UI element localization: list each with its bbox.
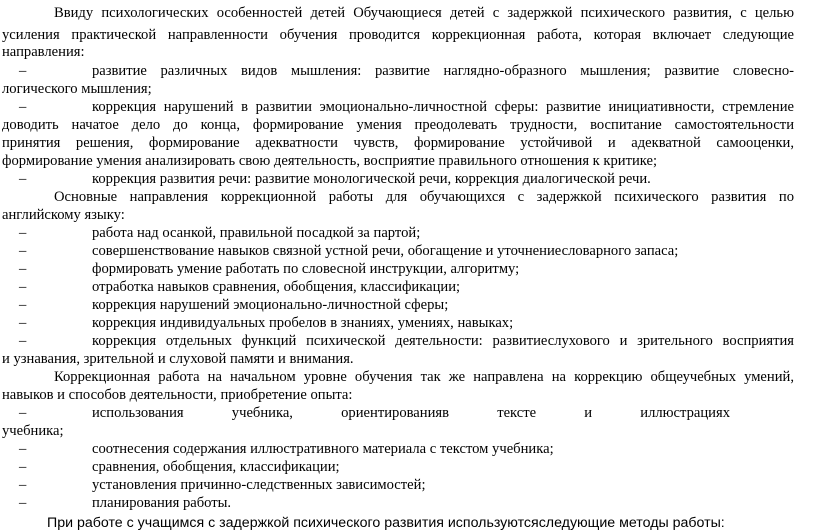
- list-dash: –: [19, 315, 27, 331]
- list-item-line: планирования работы.: [92, 495, 232, 511]
- paragraph-intro-line-2: усиления практической направленности обучения проводится коррекционная работа, которая включает следующие: [2, 27, 794, 43]
- list-item-line: коррекция развития речи: развитие монологической речи, коррекция диалогической речи.: [92, 171, 651, 187]
- list-item-line: формирование умения анализировать свою деятельность, восприятие правильного отношения к критике;: [2, 153, 658, 169]
- list-dash: –: [19, 333, 27, 349]
- paragraph-line: английскому языку:: [2, 207, 125, 223]
- list-item-line: работа над осанкой, правильной посадкой за партой;: [92, 225, 421, 241]
- list-dash: –: [19, 477, 27, 493]
- list-item-line: сравнения, обобщения, классификации;: [92, 459, 340, 475]
- list-item-line: логического мышления;: [2, 81, 152, 97]
- list-dash: –: [19, 99, 27, 115]
- list-dash: –: [19, 495, 27, 511]
- paragraph-line: Основные направления коррекционной работы для обучающихся с задержкой психического развития по: [54, 189, 794, 205]
- list-dash: –: [19, 297, 27, 313]
- list-item-line: учебника;: [2, 423, 64, 439]
- list-item-line: использования учебника, ориентированияв тексте и иллюстрациях: [92, 405, 730, 421]
- list-item-line: совершенствование навыков связной устной речи, обогащение и уточнениесловарного запаса;: [92, 243, 679, 259]
- list-item-line: принятия решения, формирование адекватности чувств, формирование устойчивой и адекватной самооценки,: [2, 135, 794, 151]
- paragraph-line: Коррекционная работа на начальном уровне обучения так же направлена на коррекцию общеучебных умений,: [54, 369, 794, 385]
- list-dash: –: [19, 261, 27, 277]
- list-item-line: коррекция индивидуальных пробелов в знаниях, умениях, навыках;: [92, 315, 514, 331]
- list-dash: –: [19, 459, 27, 475]
- list-dash: –: [19, 63, 27, 79]
- paragraph-intro-line-1: Ввиду психологических особенностей детей Обучающиеся детей с задержкой психического развития, с целью: [54, 5, 794, 21]
- list-item-line: коррекция нарушений эмоционально-личностной сферы;: [92, 297, 449, 313]
- list-dash: –: [19, 243, 27, 259]
- list-item-line: отработка навыков сравнения, обобщения, классификации;: [92, 279, 461, 295]
- list-dash: –: [19, 441, 27, 457]
- paragraph-intro-line-3: направления:: [2, 44, 85, 60]
- methods-heading-line: При работе с учащимся с задержкой психического развития используютсяследующие методы работы:: [47, 515, 725, 531]
- list-dash: –: [19, 225, 27, 241]
- list-dash: –: [19, 171, 27, 187]
- list-item-line: формировать умение работать по словесной инструкции, алгоритму;: [92, 261, 520, 277]
- list-item-line: развитие различных видов мышления: развитие наглядно-образного мышления; развитие словесно-: [92, 63, 794, 79]
- list-item-line: и узнавания, зрительной и слуховой памяти и внимания.: [2, 351, 354, 367]
- list-dash: –: [19, 279, 27, 295]
- list-item-line: соотнесения содержания иллюстративного материала с текстом учебника;: [92, 441, 554, 457]
- list-item-line: коррекция нарушений в развитии эмоционально-личностной сферы: развитие инициативности, стремление: [92, 99, 794, 115]
- paragraph-line: навыков и способов деятельности, приобретение опыта:: [2, 387, 353, 403]
- list-item-line: доводить начатое дело до конца, формирование умения преодолевать трудности, воспитание самостоятельности: [2, 117, 794, 133]
- list-item-line: установления причинно-следственных зависимостей;: [92, 477, 426, 493]
- list-dash: –: [19, 405, 27, 421]
- list-item-line: коррекция отдельных функций психической деятельности: развитиеслухового и зрительного восприятия: [92, 333, 794, 349]
